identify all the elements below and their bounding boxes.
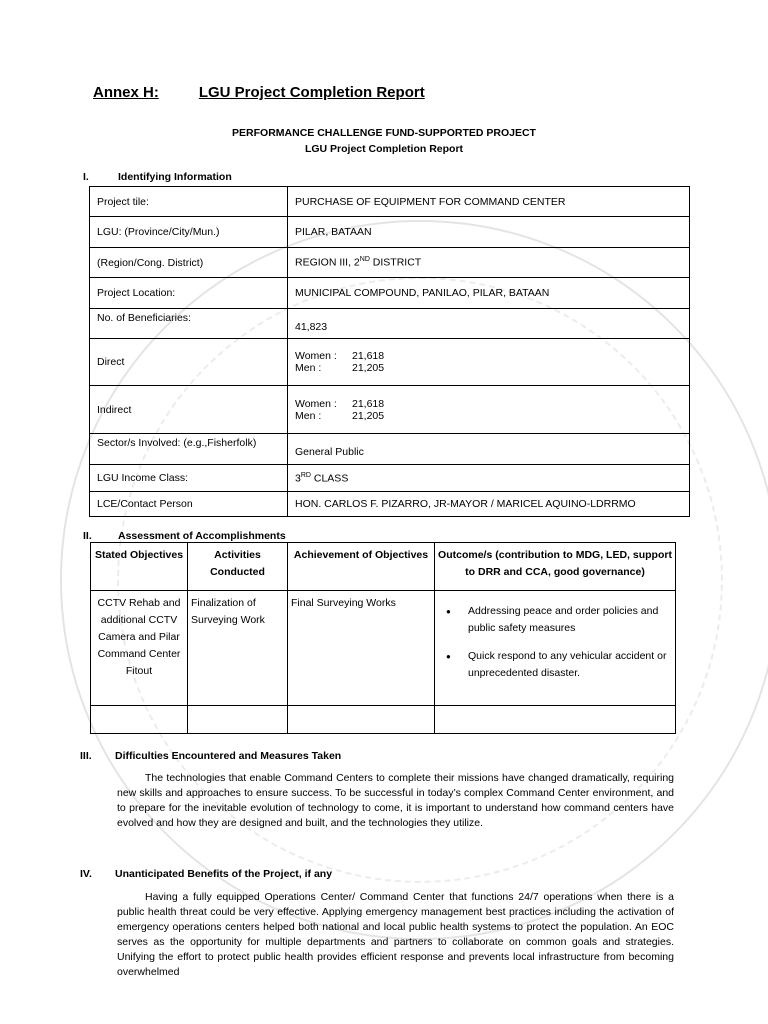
income-class-suffix: RD <box>300 471 311 479</box>
table-row <box>90 434 690 465</box>
direct-women-value: 21,618 <box>352 350 385 362</box>
indirect-women-value: 21,618 <box>352 397 385 410</box>
header-achievement: Achievement of Objectives <box>288 543 435 591</box>
header-outcomes: Outcome/s (contribution to MDG, LED, support to DRR and CCA, good governance) <box>435 543 676 591</box>
direct-label: Direct <box>90 339 288 386</box>
region-value-district: DISTRICT <box>369 256 422 269</box>
empty-cell <box>288 706 435 734</box>
activity-cell: Finalization of Surveying Work <box>188 591 288 706</box>
section-number: III. <box>80 750 92 762</box>
income-class-text: CLASS <box>310 472 349 485</box>
section-number: II. <box>83 530 92 542</box>
sector-label: Sector/s Involved: (e.g.,Fisherfolk) <box>90 434 288 465</box>
indirect-women-label: Women : <box>295 397 337 410</box>
header-line-1: PERFORMANCE CHALLENGE FUND-SUPPORTED PROJECT <box>232 127 536 139</box>
empty-cell <box>91 706 188 734</box>
project-title-value: PURCHASE OF EQUIPMENT FOR COMMAND CENTER <box>288 187 690 217</box>
list-item: ● Addressing peace and order policies and public safety measures <box>468 603 672 637</box>
outcomes-cell <box>435 591 676 706</box>
table-header-row <box>91 543 676 591</box>
empty-cell <box>188 706 288 734</box>
location-value: MUNICIPAL COMPOUND, PANILAO, PILAR, BATAAN <box>288 278 690 309</box>
sector-value: General Public <box>288 434 690 465</box>
table-row <box>90 465 690 492</box>
indirect-men-value: 21,205 <box>352 409 385 422</box>
indirect-men-label: Men : <box>295 409 322 422</box>
direct-men-value: 21,205 <box>352 362 385 374</box>
achievement-cell: Final Surveying Works <box>288 591 435 706</box>
region-label: (Region/Cong. District) <box>90 248 288 278</box>
table-row <box>90 187 690 217</box>
beneficiaries-label: No. of Beneficiaries: <box>90 309 288 339</box>
header-activities-conducted: Activities Conducted <box>188 543 288 591</box>
annex-report-title: LGU Project Completion Report <box>198 84 425 101</box>
header-line-2: LGU Project Completion Report <box>304 143 464 155</box>
table-row <box>90 386 690 434</box>
lce-value: HON. CARLOS F. PIZARRO, JR-MAYOR / MARICEL AQUINO-LDRRMO <box>288 492 690 517</box>
direct-men-label: Men : <box>295 362 322 374</box>
beneficiaries-value: 41,823 <box>288 309 690 339</box>
income-class-label: LGU Income Class: <box>90 465 288 492</box>
section-title: Unanticipated Benefits of the Project, if any <box>115 868 333 880</box>
table-row <box>90 492 690 517</box>
region-value <box>288 248 690 278</box>
header-stated-objectives: Stated Objectives <box>91 543 188 591</box>
difficulties-paragraph: The technologies that enable Command Centers to complete their missions have changed dramatically, requiring new skills and approaches to ensure success. To be successful in today’s complex Command Center environment, and to prepare for the inevitable evolution of technology to come, it is important to understand how command centers have evolved and how they are designed and built, and the technologies they utilize. <box>117 772 674 829</box>
table-row <box>91 591 676 706</box>
indirect-label: Indirect <box>90 386 288 434</box>
direct-value <box>288 339 690 386</box>
lgu-value: PILAR, BATAAN <box>288 217 690 248</box>
table-row <box>90 339 690 386</box>
accomplishments-table <box>90 542 676 734</box>
section-title: Identifying Information <box>118 171 232 183</box>
section-number: IV. <box>80 868 92 880</box>
outcomes-list <box>438 603 672 682</box>
location-label: Project Location: <box>90 278 288 309</box>
table-row <box>90 248 690 278</box>
benefits-paragraph: Having a fully equipped Operations Center/ Command Center that functions 24/7 operations when there is a public health threat could be very effective. Applying emergency management best practices including the activation of emergency operations centers helped both national and local public health systems to protect the population. An EOC serves as the opportunity for multiple departments and partners to collaborate on common goals and strategies. Unifying the effort to protect public health provides efficient response and prevents local infrastructure from becoming overwhelmed <box>117 891 674 978</box>
lce-label: LCE/Contact Person <box>90 492 288 517</box>
income-class-value <box>288 465 690 492</box>
region-value-suffix: ND <box>359 256 370 264</box>
project-title-label: Project tile: <box>90 187 288 217</box>
table-row <box>90 278 690 309</box>
indirect-value <box>288 386 690 434</box>
annex-title <box>93 84 425 101</box>
income-class-number: 3 <box>295 472 301 485</box>
table-row <box>90 217 690 248</box>
section-title: Assessment of Accomplishments <box>118 530 286 542</box>
objective-cell: CCTV Rehab and additional CCTV Camera and Pilar Command Center Fitout <box>91 591 188 706</box>
lgu-label: LGU: (Province/City/Mun.) <box>90 217 288 248</box>
list-item: ● Quick respond to any vehicular accident or unprecedented disaster. <box>468 648 672 682</box>
identifying-info-table <box>89 186 690 517</box>
direct-women-label: Women : <box>295 350 337 362</box>
empty-cell <box>435 706 676 734</box>
region-value-text: REGION III, 2 <box>295 256 360 269</box>
section-title: Difficulties Encountered and Measures Taken <box>115 750 342 762</box>
table-row-empty <box>91 706 676 734</box>
annex-label: Annex H: <box>93 84 159 101</box>
section-number: I. <box>83 171 89 183</box>
table-row <box>90 309 690 339</box>
